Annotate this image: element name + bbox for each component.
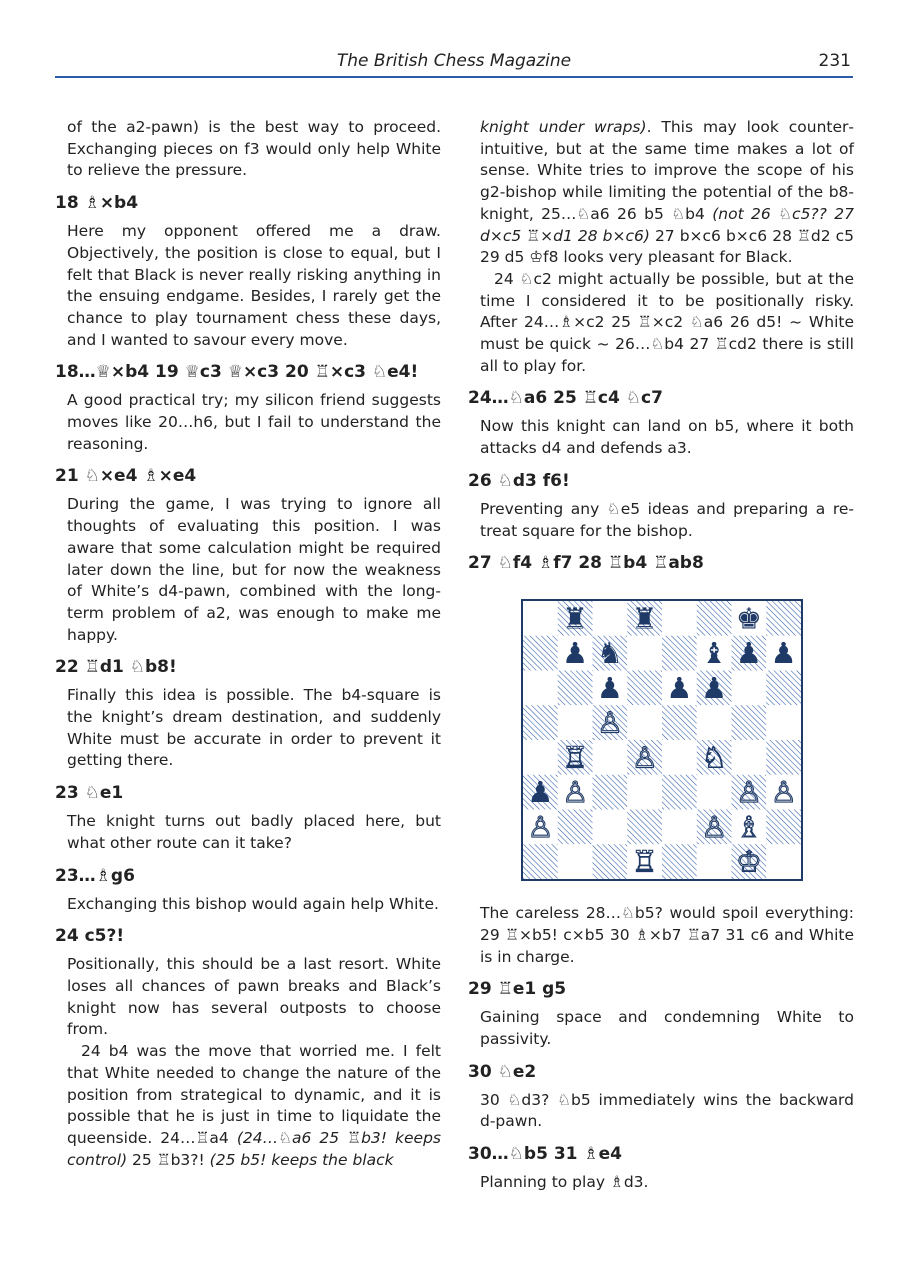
chess-board xyxy=(523,601,801,879)
square-e2 xyxy=(662,810,697,845)
white-pawn-c5: ♙ xyxy=(596,705,623,740)
paragraph: The careless 28…♘b5? would spoil everything: 29 ♖×b5! c×b5 30 ♗×b7 ♖a7 31 c6 and White is in charge. xyxy=(480,904,854,966)
black-pawn-f6: ♟ xyxy=(701,671,728,706)
paragraph: The knight turns out badly placed here, but what other route can it take? xyxy=(67,812,441,852)
left-column xyxy=(55,117,441,1171)
move-heading: 22 ♖d1 ♘b8! xyxy=(55,657,177,678)
square-c3 xyxy=(593,775,628,810)
paragraph: Now this knight can land on b5, where it both attacks d4 and defends a3. xyxy=(480,417,854,458)
square-e1 xyxy=(662,845,697,880)
black-pawn-g7: ♟ xyxy=(735,636,762,671)
move-heading: 18…♕×b4 19 ♕c3 ♕×c3 20 ♖×c3 ♘e4! xyxy=(55,362,419,383)
white-pawn-g3: ♙ xyxy=(735,775,762,810)
move-heading: 23 ♘e1 xyxy=(55,783,124,804)
square-a4 xyxy=(523,740,558,775)
move-heading: 24…♘a6 25 ♖c4 ♘c7 xyxy=(468,388,663,409)
chess-diagram xyxy=(521,599,803,881)
paragraph: of the a2-pawn) is the best way to proceed. Exchanging pieces on f3 would only help White to relieve the pressure. xyxy=(67,118,441,180)
paragraph: Planning to play ♗d3. xyxy=(480,1173,649,1192)
black-pawn-e6: ♟ xyxy=(666,671,693,706)
white-pawn-f2: ♙ xyxy=(701,810,728,845)
square-h6 xyxy=(766,671,801,706)
paragraph xyxy=(480,117,854,269)
move-heading: 21 ♘×e4 ♗×e4 xyxy=(55,466,197,487)
square-b1 xyxy=(558,845,593,880)
paragraph: Exchanging this bishop would again help White. xyxy=(67,894,439,913)
paragraph: During the game, I was trying to ignore all thoughts of evaluating this position. I was aware that some calculation might be required later down the line, but for now the weakness of White’s d4-pawn, combined with the long-term problem of a2, was enough to make me happy. xyxy=(67,495,441,644)
move-heading: 29 ♖e1 g5 xyxy=(468,979,567,1000)
square-a1 xyxy=(523,845,558,880)
square-c2 xyxy=(593,810,628,845)
text-run: 24 b4 was the move that worried me. I felt that White needed to change the nature of the position from strategical to dynamic, and it is possible that he is just in time to liquidate the queenside. 24…♖a4 xyxy=(67,1042,441,1147)
square-h8 xyxy=(766,601,801,636)
paragraph: Gaining space and condemning White to passivity. xyxy=(480,1008,854,1049)
black-knight-c7: ♞ xyxy=(596,636,623,671)
paragraph: Here my opponent offered me a draw. Objectively, the position is close to equal, but I felt that Black is never really risking anything in the ensuing endgame. Besides, I rarely get the chance to play tournament chess these days, and I wanted to savour every move. xyxy=(67,222,441,349)
italic-note: (24…♘a6 25 ♖b3! keeps control) xyxy=(67,1128,441,1169)
square-h5 xyxy=(766,706,801,741)
square-e8 xyxy=(662,601,697,636)
move-heading: 23…♗g6 xyxy=(55,865,135,886)
white-knight-f4: ♘ xyxy=(701,740,728,775)
square-a7 xyxy=(523,636,558,671)
paragraph: Positionally, this should be a last resort. White loses all chances of pawn breaks and Black’s knight now has several outposts to choose from. xyxy=(67,955,441,1039)
square-d6 xyxy=(627,671,662,706)
move-heading: 27 ♘f4 ♗f7 28 ♖b4 ♖ab8 xyxy=(468,553,704,574)
square-b2 xyxy=(558,810,593,845)
black-pawn-a3: ♟ xyxy=(527,775,554,810)
white-pawn-b3: ♙ xyxy=(562,775,589,810)
square-h4 xyxy=(766,740,801,775)
square-h2 xyxy=(766,810,801,845)
white-rook-d1: ♖ xyxy=(631,844,658,879)
square-e7 xyxy=(662,636,697,671)
square-g5 xyxy=(732,706,767,741)
square-c8 xyxy=(593,601,628,636)
move-heading: 24 c5?! xyxy=(55,926,125,947)
white-king-g1: ♔ xyxy=(735,844,762,879)
paragraph xyxy=(67,1041,441,1171)
square-d3 xyxy=(627,775,662,810)
square-a6 xyxy=(523,671,558,706)
text-run: 25 ♖b3?! xyxy=(127,1150,210,1169)
square-f8 xyxy=(697,601,732,636)
move-heading: 30…♘b5 31 ♗e4 xyxy=(468,1144,622,1165)
paragraph: Preventing any ♘e5 ideas and preparing a retreat square for the bishop. xyxy=(480,499,854,540)
square-d2 xyxy=(627,810,662,845)
square-a8 xyxy=(523,601,558,636)
white-pawn-d4: ♙ xyxy=(631,740,658,775)
text-run: . This may look counterintuitive, but at the same time makes a lot of sense. White tries to improve the scope of his g2-bishop while limiting the potential of the b8-knight, 25…♘a6 26 b5 ♘b4 xyxy=(480,118,855,223)
square-f1 xyxy=(697,845,732,880)
italic-note: (25 b5! keeps the black xyxy=(209,1150,394,1169)
right-column xyxy=(468,117,855,1204)
text-run: 27 b×c6 b×c6 28 ♖d2 c5 29 d5 ♔f8 looks very pleasant for Black. xyxy=(480,226,854,267)
page-number: 231 xyxy=(818,51,851,71)
move-heading: 30 ♘e2 xyxy=(468,1061,537,1082)
square-f3 xyxy=(697,775,732,810)
move-heading: 26 ♘d3 f6! xyxy=(468,470,570,491)
square-d7 xyxy=(627,636,662,671)
square-e4 xyxy=(662,740,697,775)
black-pawn-b7: ♟ xyxy=(562,636,589,671)
square-c1 xyxy=(593,845,628,880)
black-king-g8: ♚ xyxy=(735,601,762,636)
running-head xyxy=(55,50,853,78)
white-rook-b4: ♖ xyxy=(562,740,589,775)
italic-note: (not 26 ♘c5?? 27 d×c5 ♖×d1 28 b×c6) xyxy=(480,204,854,245)
square-e3 xyxy=(662,775,697,810)
black-pawn-h7: ♟ xyxy=(770,636,797,671)
square-a5 xyxy=(523,706,558,741)
paragraph: 24 ♘c2 might actually be possible, but at the time I considered it to be positionally risky. After 24…♗×c2 25 ♖×c2 ♘a6 26 d5! ~ White must be quick ~ 26…♘b4 27 ♖cd2 there is still all to play for. xyxy=(480,269,854,375)
paragraph: A good practical try; my silicon friend suggests moves like 20…h6, but I fail to understand the reasoning. xyxy=(67,391,441,453)
square-f5 xyxy=(697,706,732,741)
paragraph: 30 ♘d3? ♘b5 immediately wins the backward d-pawn. xyxy=(480,1090,854,1131)
paragraph: Finally this idea is possible. The b4-square is the knight’s dream destination, and suddenly White must be accurate in order to prevent it getting there. xyxy=(67,686,441,770)
square-h1 xyxy=(766,845,801,880)
black-pawn-c6: ♟ xyxy=(596,671,623,706)
square-c4 xyxy=(593,740,628,775)
square-g6 xyxy=(732,671,767,706)
black-rook-b8: ♜ xyxy=(562,601,589,636)
move-heading: 18 ♗×b4 xyxy=(55,193,139,214)
square-b6 xyxy=(558,671,593,706)
white-pawn-a2: ♙ xyxy=(527,810,554,845)
square-g4 xyxy=(732,740,767,775)
square-b5 xyxy=(558,706,593,741)
white-bishop-g2: ♗ xyxy=(735,810,762,845)
square-d5 xyxy=(627,706,662,741)
black-bishop-f7: ♝ xyxy=(701,636,728,671)
square-e5 xyxy=(662,706,697,741)
journal-title: The British Chess Magazine xyxy=(336,51,572,71)
white-pawn-h3: ♙ xyxy=(770,775,797,810)
italic-note: knight under wraps) xyxy=(480,118,647,136)
black-rook-d8: ♜ xyxy=(631,601,658,636)
